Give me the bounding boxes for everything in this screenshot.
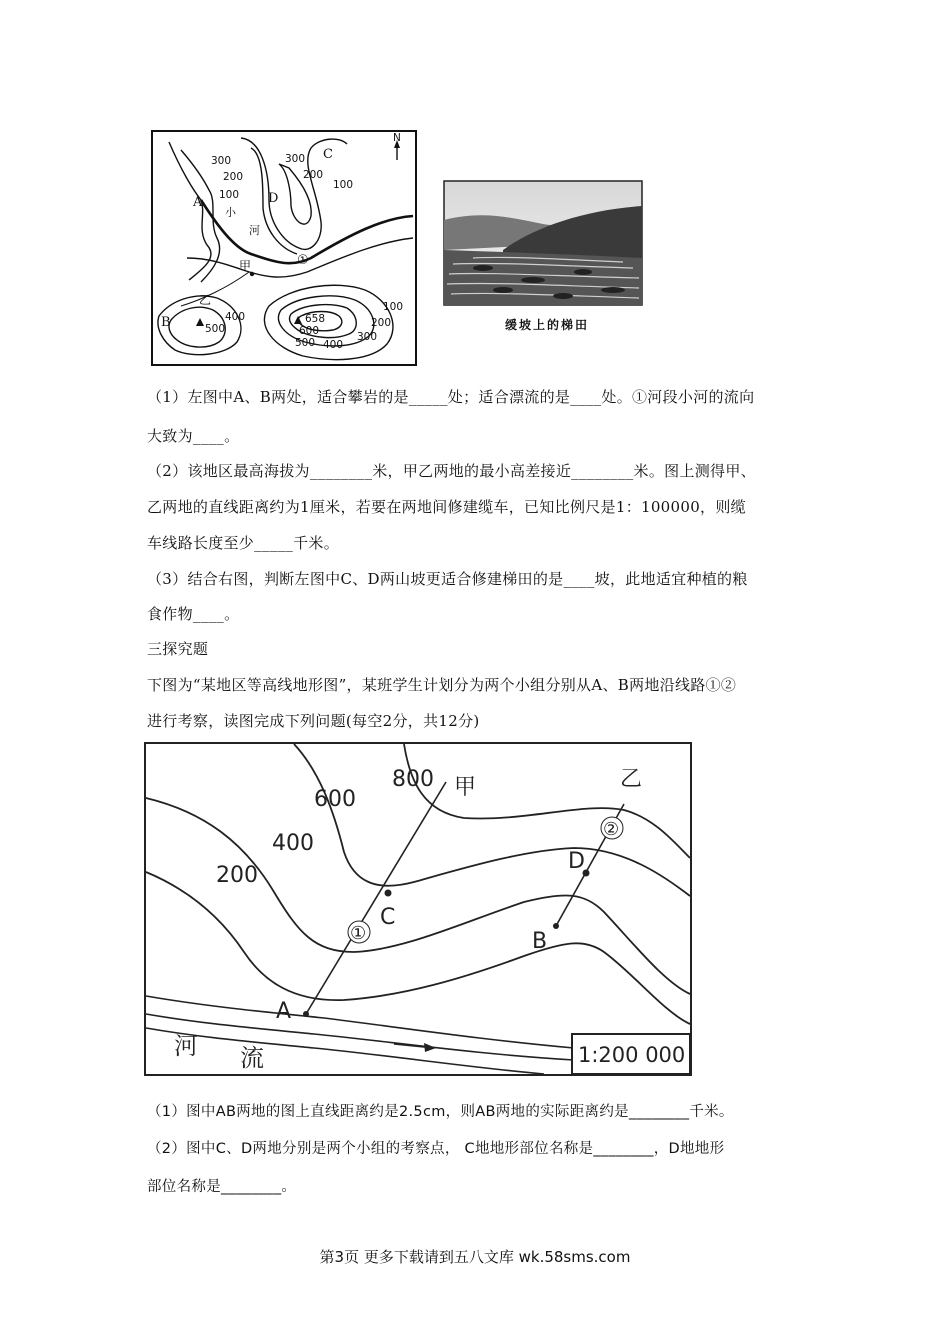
route-1-label: ① <box>350 923 367 944</box>
river-label: 河 <box>249 224 260 237</box>
question-1-line-2: 大致为____。 <box>147 427 240 445</box>
question-4-line-3: 部位名称是________。 <box>147 1179 297 1195</box>
contour-label-200: 200 <box>216 863 258 888</box>
point-b-label: B <box>532 929 548 954</box>
contour-label: 200 <box>303 169 324 181</box>
contour-label-400: 400 <box>272 831 314 856</box>
contour-label: 300 <box>357 331 378 343</box>
river-label: 小 <box>225 206 236 219</box>
contour-label: 300 <box>285 153 306 165</box>
question-2-line-2: 乙两地的直线距离约为1厘米，若要在两地间修建缆车，已知比例尺是1：100000，则缆 <box>147 498 746 516</box>
yi-label: 乙 <box>199 293 212 307</box>
point-d-label: D <box>568 849 585 874</box>
north-label: N <box>393 132 401 144</box>
page-footer: 第3页 更多下载请到五八文库 wk.58sms.com <box>319 1248 631 1266</box>
contour-label: 400 <box>323 339 344 351</box>
point-a-label: A <box>276 999 292 1024</box>
contour-label: 200 <box>223 171 244 183</box>
question-1-line-1: （1）左图中A、B两处，适合攀岩的是_____处；适合漂流的是____处。①河段小河的流向 <box>147 388 755 406</box>
contour-label: 500 <box>295 337 316 349</box>
peak-elevation: 658 <box>305 313 326 325</box>
contour-label: 100 <box>383 301 404 313</box>
photo-caption: 缓坡上的梯田 <box>505 318 590 332</box>
contour-label: 500 <box>205 323 226 335</box>
contour-label: 100 <box>333 179 354 191</box>
contour-label: 100 <box>219 189 240 201</box>
point-c-label: C <box>323 147 333 162</box>
question-2-line-1: （2）该地区最高海拔为________米，甲乙两地的最小高差接近________米。图上测得甲、 <box>147 462 756 480</box>
question-4-line-2: （2）图中C、D两地分别是两个小组的考察点， C地地形部位名称是________，D地地形 <box>147 1141 725 1157</box>
contour-label-600: 600 <box>314 787 356 812</box>
contour-label: 300 <box>211 155 232 167</box>
river-label-he: 河 <box>174 1032 198 1060</box>
section-intro-line-1: 下图为“某地区等高线地形图”，某班学生计划分为两个小组分别从A、B两地沿线路①② <box>147 676 737 694</box>
yi-label: 乙 <box>620 767 643 792</box>
question-2-line-3: 车线路长度至少_____千米。 <box>147 534 340 552</box>
contour-label: 600 <box>299 325 320 337</box>
question-4-line-1: （1）图中AB两地的图上直线距离约是2.5cm，则AB两地的实际距离约是________千米。 <box>147 1104 734 1120</box>
section-intro-line-2: 进行考察，读图完成下列问题(每空2分，共12分) <box>147 712 480 730</box>
scale-label: 1:200 000 <box>578 1043 686 1067</box>
jia-label: 甲 <box>454 775 477 800</box>
question-3-line-1: （3）结合右图，判断左图中C、D两山坡更适合修建梯田的是____坡，此地适宜种植的粮 <box>147 570 748 588</box>
contour-map-1 <box>151 130 417 366</box>
point-d-label: D <box>268 191 279 206</box>
contour-label: 200 <box>371 317 392 329</box>
section-heading: 三探究题 <box>147 640 209 658</box>
contour-label-800: 800 <box>392 767 434 792</box>
question-3-line-2: 食作物____。 <box>147 605 240 623</box>
terrace-photo <box>443 180 643 306</box>
contour-map-2 <box>144 742 692 1076</box>
jia-label: 甲 <box>239 259 252 273</box>
point-c-label: C <box>380 905 396 930</box>
route-2-label: ② <box>603 819 620 840</box>
point-b-label: B <box>161 315 171 330</box>
river-label-liu: 流 <box>240 1044 264 1072</box>
point-a-label: A <box>193 195 203 210</box>
reach-1-label: ① <box>297 253 309 268</box>
contour-label: 400 <box>225 311 246 323</box>
